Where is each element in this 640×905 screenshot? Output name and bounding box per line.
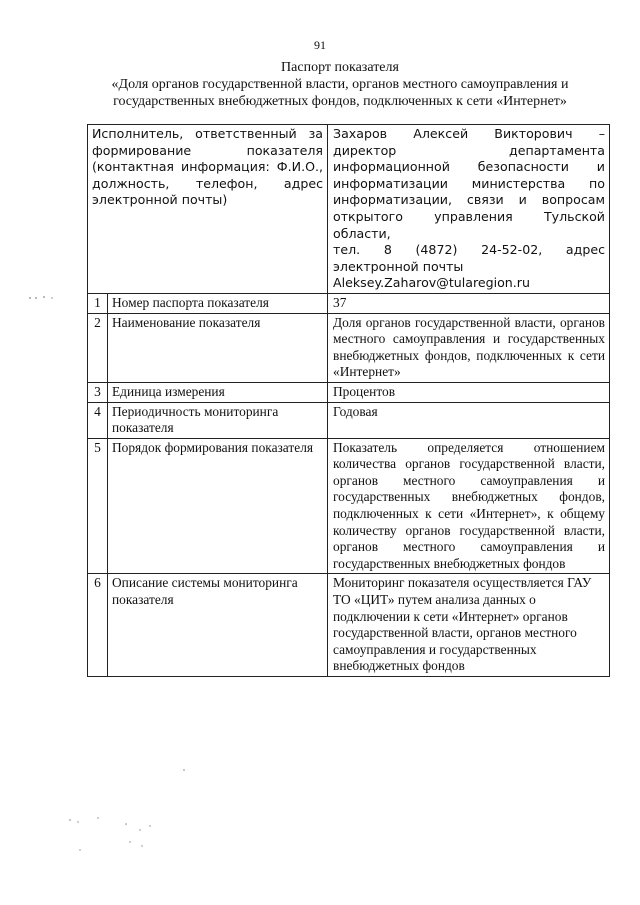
row-value: Процентов [328, 382, 610, 402]
executor-phone: тел. 8 (4872) 24-52-02, адрес электронной почты [333, 242, 605, 274]
executor-email: Aleksey.Zaharov@tularegion.ru [333, 275, 530, 291]
row-number: 6 [88, 574, 108, 677]
row-number: 2 [88, 313, 108, 382]
row-number: 4 [88, 402, 108, 438]
row-value: Показатель определяется отношением количества органов государственной власти, органов местного самоуправления и государственных внебюджетных фондов, подключенных к сети «Интернет», к общему количеству органов государственной власти, органов местного самоуправления и государственных внебюджетных фондов [328, 438, 610, 574]
row-value: Доля органов государственной власти, органов местного самоуправления и государственных внебюджетных фондов, подключенных к сети «Интернет» [328, 313, 610, 382]
row-label: Единица измерения [108, 382, 328, 402]
row-number: 5 [88, 438, 108, 574]
row-label: Описание системы мониторинга показателя [108, 574, 328, 677]
row-number: 3 [88, 382, 108, 402]
row-label: Наименование показателя [108, 313, 328, 382]
document-subtitle: «Доля органов государственной власти, органов местного самоуправления и государственных внебюджетных фондов, подключенных к сети «Интернет» [111, 77, 569, 109]
row-label: Периодичность мониторинга показателя [108, 402, 328, 438]
row-value: Годовая [328, 402, 610, 438]
page-number: 91 [314, 38, 326, 52]
row-value: Мониторинг показателя осуществляется ГАУ ТО «ЦИТ» путем анализа данных о подключении к сети «Интернет» органов государственной власти, органов местного самоуправления и государственных внебюджетных фондов [328, 574, 610, 677]
document-title: Паспорт показателя [281, 60, 399, 75]
row-label: Порядок формирования показателя [108, 438, 328, 574]
row-label: Номер паспорта показателя [108, 293, 328, 313]
row-value: 37 [328, 293, 610, 313]
row-number: 1 [88, 293, 108, 313]
executor-name-position: Захаров Алексей Викторович – директор департамента информационной безопасности и информатизации министерства по информатизации, связи и вопросам открытого управления Тульской области, [333, 126, 605, 241]
executor-label: Исполнитель, ответственный за формирование показателя (контактная информация: Ф.И.О., должность, телефон, адрес электронной почты) [88, 125, 328, 294]
